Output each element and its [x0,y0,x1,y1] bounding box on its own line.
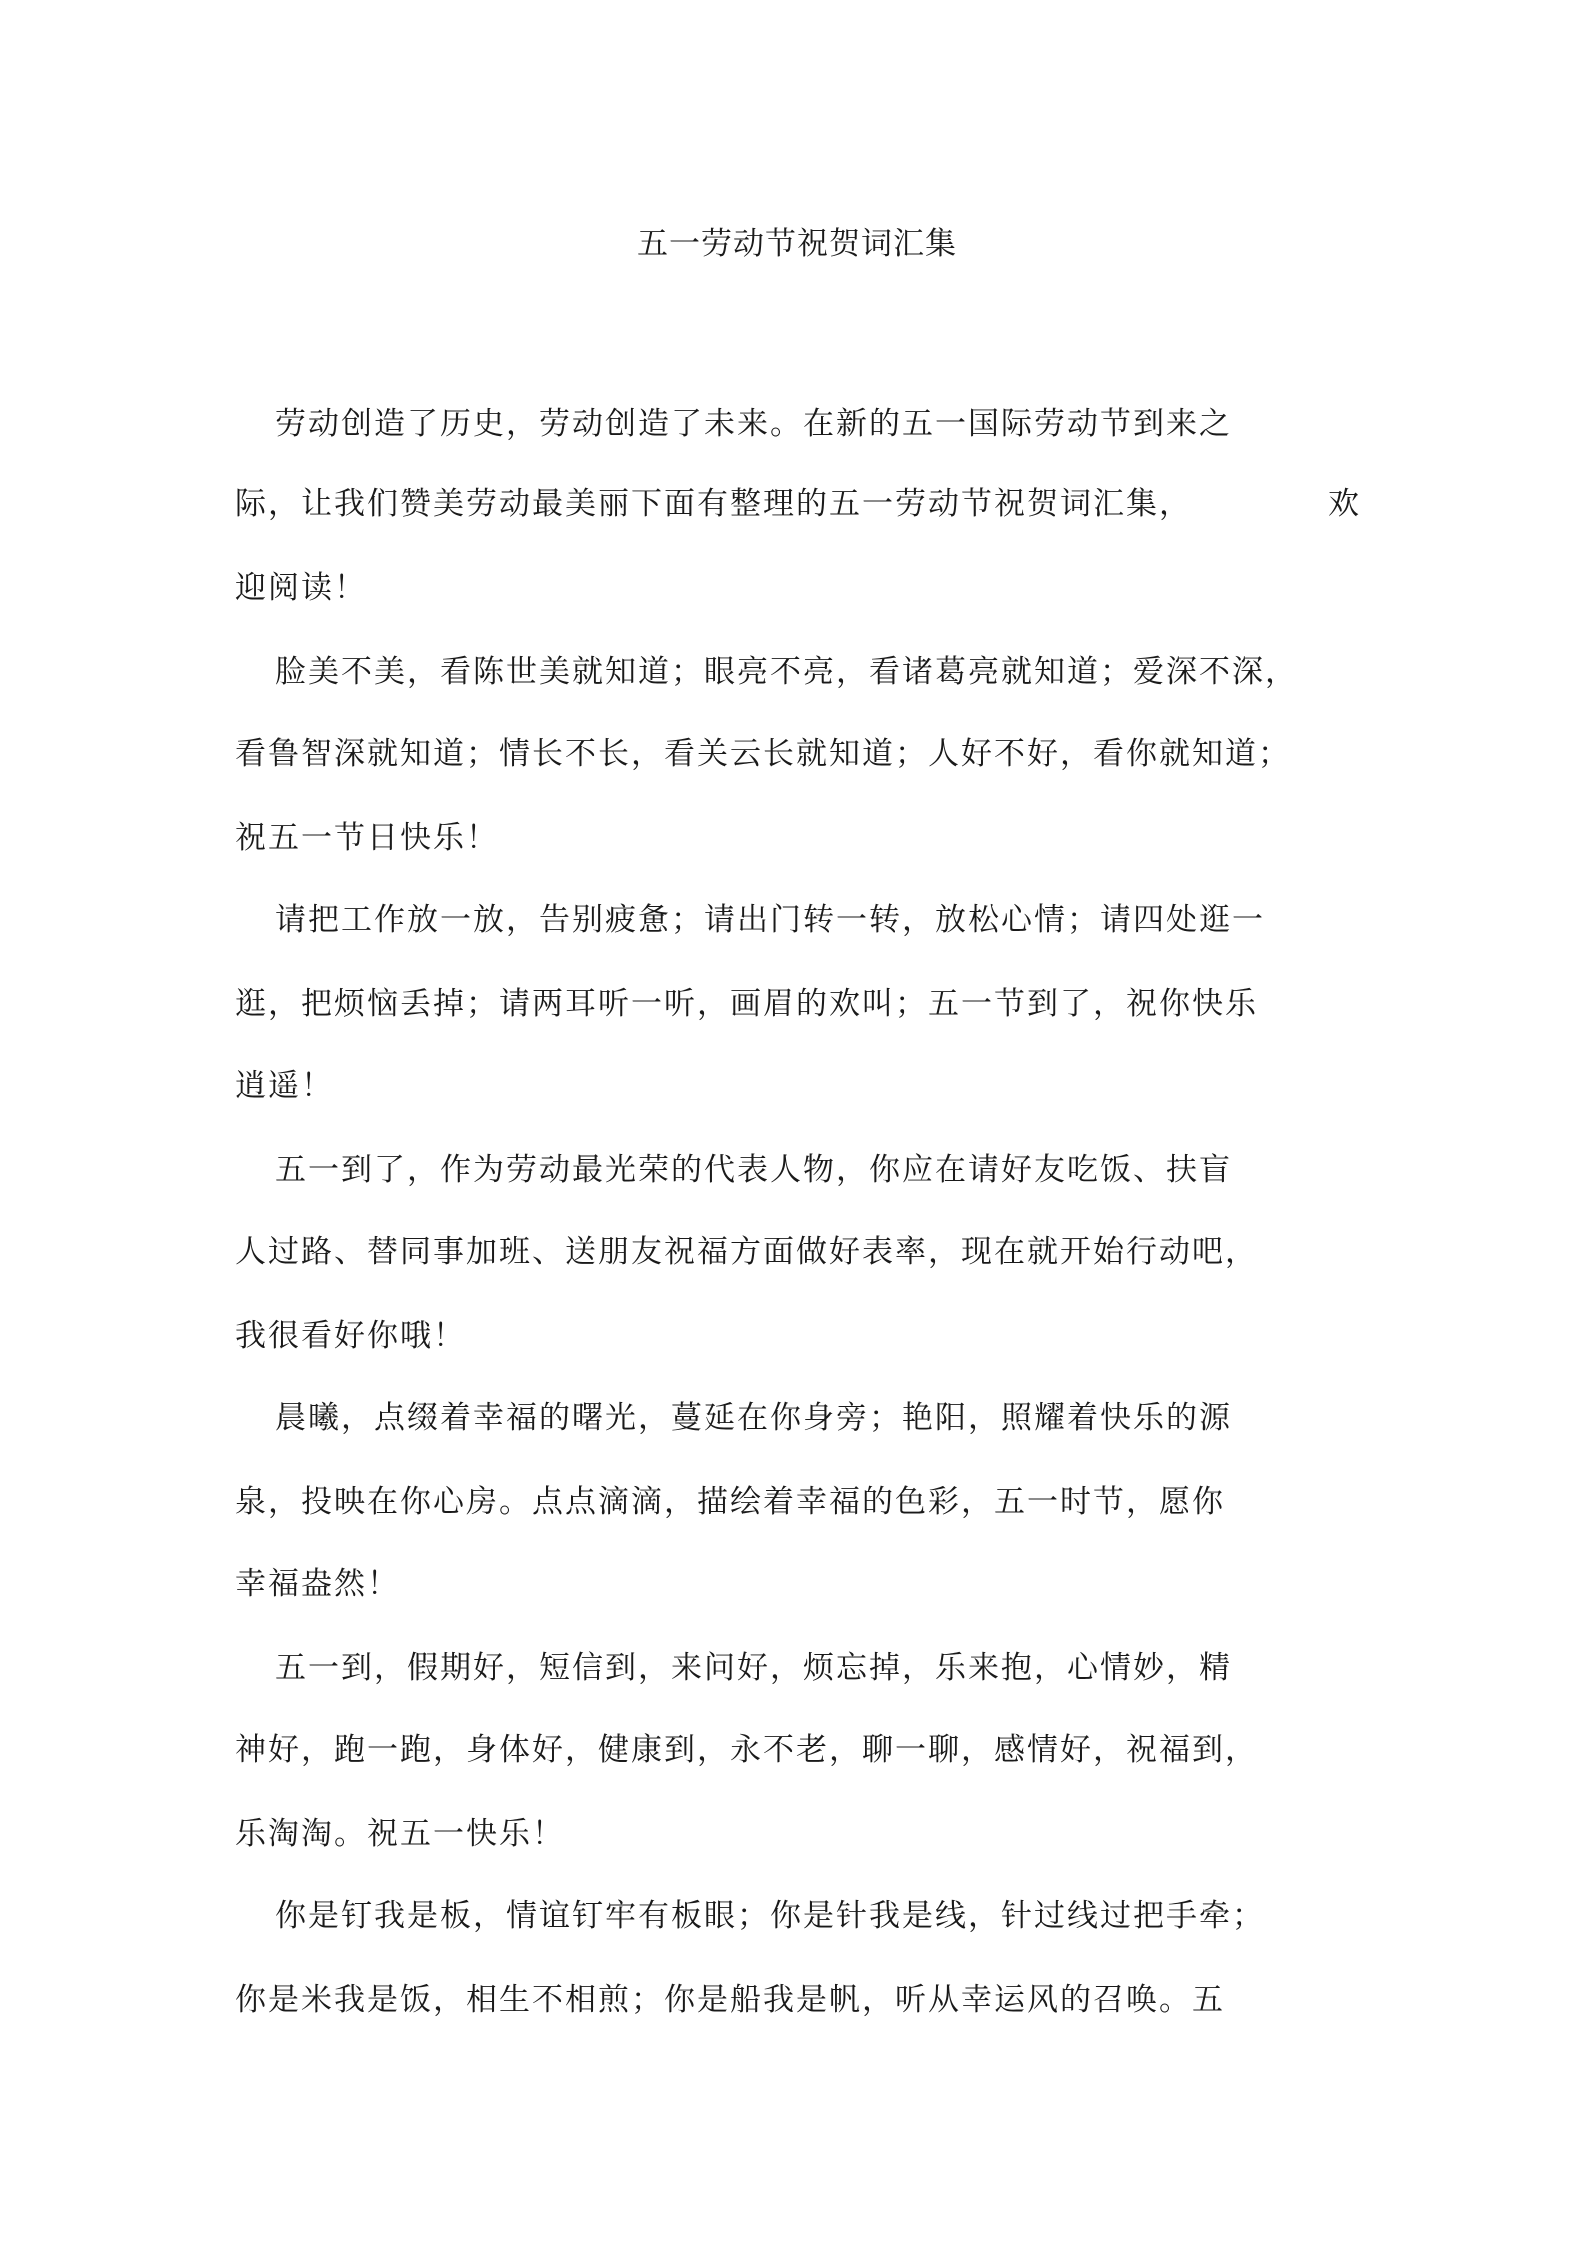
paragraph-line: 迎阅读！ [235,570,367,606]
paragraph-line: 幸福盎然！ [235,1566,400,1602]
paragraph-line: 逛，把烦恼丢掉；请两耳听一听，画眉的欢叫；五一节到了，祝你快乐 [235,986,1258,1022]
paragraph-line: 你是钉我是板，情谊钉牢有板眼；你是针我是线，针过线过把手牵； [275,1898,1265,1934]
paragraph-line: 五一到了，作为劳动最光荣的代表人物，你应在请好友吃饭、扶盲 [275,1152,1232,1188]
paragraph-line: 泉，投映在你心房。点点滴滴，描绘着幸福的色彩，五一时节，愿你 [235,1484,1225,1520]
paragraph-line: 欢 [1328,486,1361,522]
paragraph-line: 际，让我们赞美劳动最美丽下面有整理的五一劳动节祝贺词汇集， [235,486,1192,522]
paragraph-line: 乐淘淘。祝五一快乐！ [235,1816,565,1852]
paragraph-line: 人过路、替同事加班、送朋友祝福方面做好表率，现在就开始行动吧， [235,1234,1258,1270]
paragraph-line: 祝五一节日快乐！ [235,820,499,856]
paragraph-line: 请把工作放一放，告别疲惫；请出门转一转，放松心情；请四处逛一 [275,902,1265,938]
paragraph-line: 我很看好你哦！ [235,1318,466,1354]
paragraph-line: 晨曦，点缀着幸福的曙光，蔓延在你身旁；艳阳，照耀着快乐的源 [275,1400,1232,1436]
paragraph-line: 逍遥！ [235,1068,334,1104]
paragraph-line: 你是米我是饭，相生不相煎；你是船我是帆，听从幸运风的召唤。五 [235,1982,1225,2018]
paragraph-line: 神好，跑一跑，身体好，健康到，永不老，聊一聊，感情好，祝福到， [235,1732,1258,1768]
page-title: 五一劳动节祝贺词汇集 [637,226,957,262]
paragraph-line: 劳动创造了历史，劳动创造了未来。在新的五一国际劳动节到来之 [275,406,1232,442]
paragraph-line: 看鲁智深就知道；情长不长，看关云长就知道；人好不好，看你就知道； [235,736,1291,772]
paragraph-line: 脸美不美，看陈世美就知道；眼亮不亮，看诸葛亮就知道；爱深不深， [275,654,1298,690]
paragraph-line: 五一到，假期好，短信到，来问好，烦忘掉，乐来抱，心情妙，精 [275,1650,1232,1686]
